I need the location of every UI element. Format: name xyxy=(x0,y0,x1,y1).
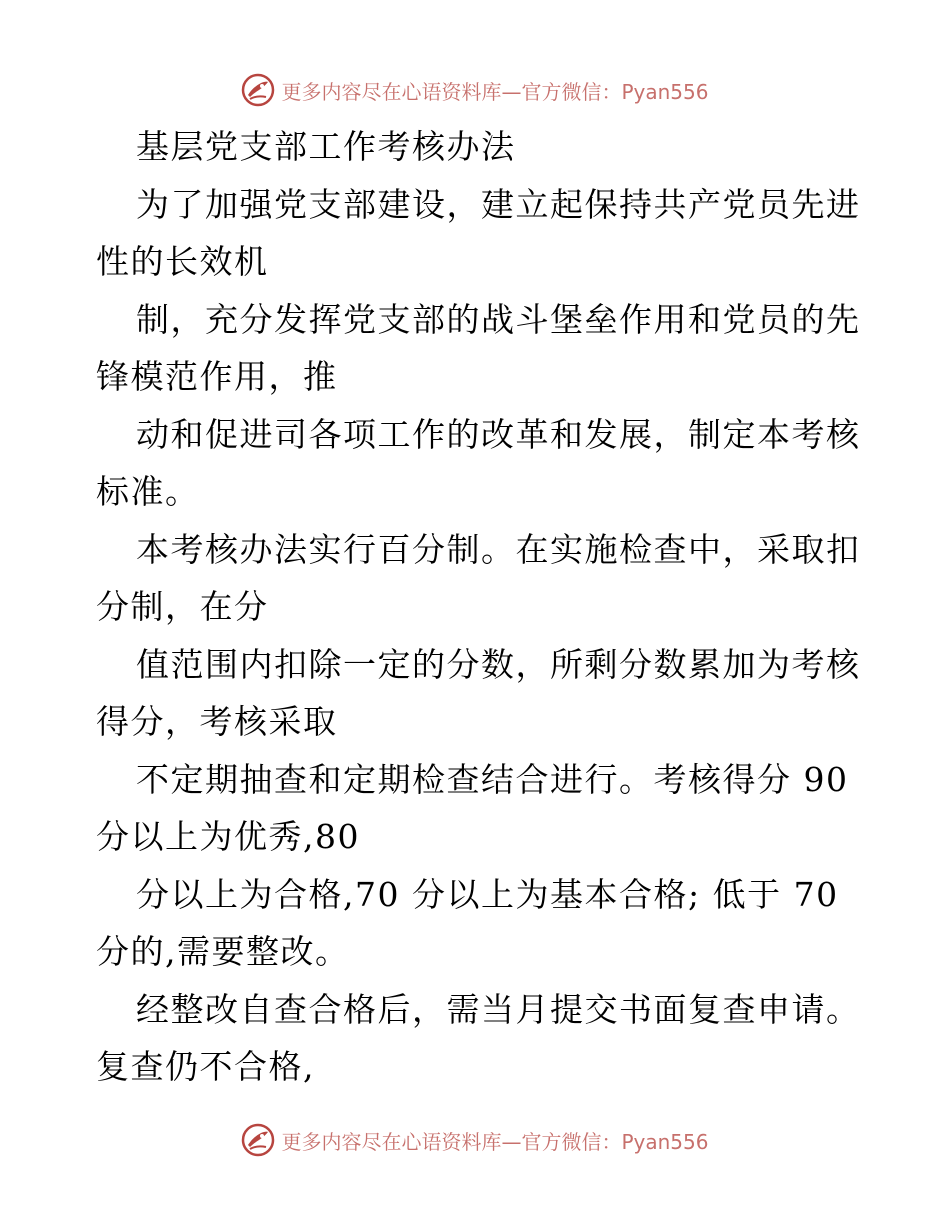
text-line: 为了加强党支部建设，建立起保持共产党员先进 xyxy=(136,184,861,224)
text-line: 本考核办法实行百分制。在实施检查中，采取扣 xyxy=(136,529,861,569)
text-line: 分制，在分 xyxy=(96,587,269,626)
text-line: 动和促进司各项工作的改革和发展，制定本考核 xyxy=(136,414,861,454)
header-banner xyxy=(0,68,950,112)
text-line: 值范围内扣除一定的分数，所剩分数累加为考核 xyxy=(136,644,861,684)
text-line: 分以上为合格,70 分以上为基本合格; 低于 70 xyxy=(136,874,839,914)
text-line: 复查仍不合格, xyxy=(96,1047,315,1086)
text-line: 标准。 xyxy=(96,472,200,511)
text-line: 锋模范作用，推 xyxy=(96,357,338,396)
book-quill-logo-icon xyxy=(241,73,275,107)
text-line: 分以上为优秀,80 xyxy=(96,817,360,856)
text-line: 性的长效机 xyxy=(96,242,269,281)
text-line: 经整改自查合格后，需当月提交书面复查申请。 xyxy=(136,989,861,1029)
text-line: 分的,需要整改。 xyxy=(96,932,350,971)
banner-text: 更多内容尽在心语资料库—官方微信：Pyan556 xyxy=(281,79,709,104)
text-line: 制，充分发挥党支部的战斗堡垒作用和党员的先 xyxy=(136,299,861,339)
text-line: 得分，考核采取 xyxy=(96,702,338,741)
banner-text: 更多内容尽在心语资料库—官方微信：Pyan556 xyxy=(281,1129,709,1154)
document-title: 基层党支部工作考核办法 xyxy=(136,127,516,166)
text-line: 不定期抽查和定期检查结合进行。考核得分 90 xyxy=(136,759,849,799)
footer-banner xyxy=(0,1118,950,1162)
document-body xyxy=(96,118,861,1096)
book-quill-logo-icon xyxy=(241,1123,275,1157)
